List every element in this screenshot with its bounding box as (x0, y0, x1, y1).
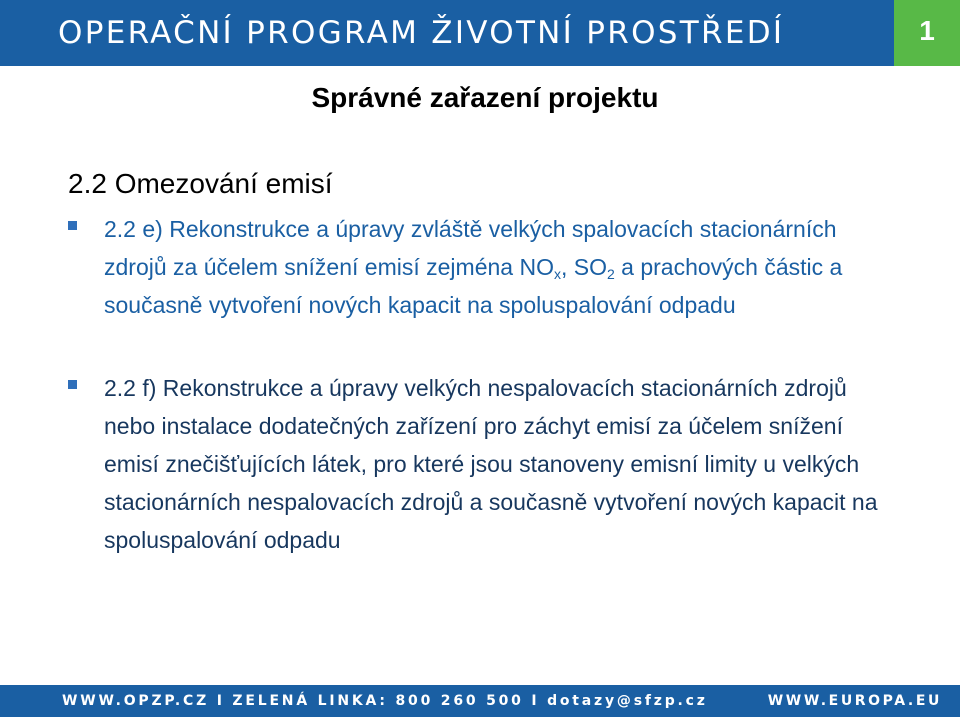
subscript-2: 2 (606, 266, 615, 282)
bullet-text-part: a prachových částic a současně vytvoření nových kapacit na spoluspalování odpadu (104, 254, 843, 318)
bullet-text (104, 210, 904, 324)
bullet-square-icon (68, 380, 77, 389)
footer-bar (0, 685, 960, 717)
bullet-square-icon (68, 221, 77, 230)
footer-contact: WWW.OPZP.CZ I ZELENÁ LINKA: 800 260 500 I dotazy@sfzp.cz (62, 693, 708, 709)
footer-europa-link: WWW.EUROPA.EU (767, 693, 942, 709)
bullet-text: 2.2 f) Rekonstrukce a úpravy velkých nespalovacích stacionárních zdrojů nebo instalace dodatečných zařízení pro záchyt emisí za účelem snížení emisí znečišťujících látek, pro které jsou stanoveny emisní limity u velkých stacionárních nespalovacích zdrojů a současně vytvoření nových kapacit na spoluspalování odpadu (104, 375, 878, 553)
subscript-x: x (553, 266, 561, 282)
bullet-text-part: 2.2 e) Rekonstrukce a úpravy zvláště velkých spalovacích stacionárních zdrojů za účelem snížení emisí zejména NO (104, 216, 837, 280)
page-number-badge: 1 (894, 0, 960, 66)
header-bar (0, 0, 960, 66)
section-heading: 2.2 Omezování emisí (68, 168, 333, 199)
bullet-text-part: , SO (560, 254, 607, 280)
program-title: OPERAČNÍ PROGRAM ŽIVOTNÍ PROSTŘEDÍ (58, 15, 785, 51)
slide-title: Správné zařazení projektu (311, 82, 659, 113)
